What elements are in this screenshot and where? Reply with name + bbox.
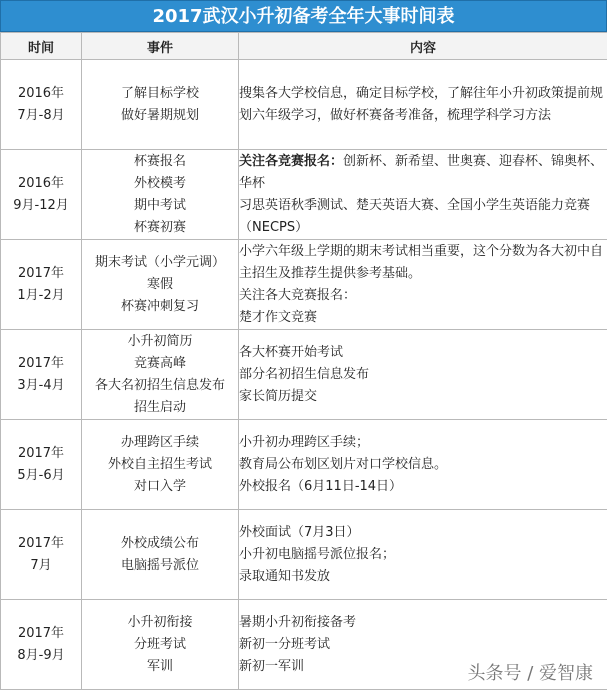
- content-line: 小学六年级上学期的期末考试相当重要，这个分数为各大初中自主招生及推荐生提供参考基础。: [239, 243, 604, 281]
- event-cell: [82, 510, 239, 600]
- time-line: 2017年: [17, 535, 65, 551]
- time-line: 2017年: [17, 355, 65, 371]
- time-cell: [1, 240, 82, 330]
- content-bold-prefix: 关注各竞赛报名：: [239, 153, 344, 169]
- time-line: 2017年: [17, 625, 65, 641]
- content-line: 搜集各大学校信息，确定目标学校，了解往年小升初政策提前规划六年级学习，做好杯赛备考准备，梳理学科学习方法: [239, 85, 604, 123]
- column-header-content: 内容: [239, 33, 607, 60]
- content-line: 小升初电脑摇号派位报名；: [239, 546, 396, 562]
- time-line: 2016年: [17, 175, 65, 191]
- content-line: [239, 151, 607, 195]
- time-cell: [1, 510, 82, 600]
- event-line: 杯赛报名: [133, 153, 186, 169]
- table-row: [1, 330, 607, 420]
- event-line: 各大名初招生信息发布: [94, 377, 225, 393]
- time-line: 2017年: [17, 445, 65, 461]
- time-cell: [1, 150, 82, 240]
- event-line: 小升初简历: [127, 333, 193, 349]
- content-line: 习思英语秋季测试、楚天英语大赛、全国小学生英语能力竞赛（NECPS）: [239, 197, 591, 235]
- content-line: 楚才作文竞赛: [239, 309, 318, 325]
- event-line: 了解目标学校: [120, 85, 199, 101]
- content-line: 外校面试（7月3日）: [239, 524, 360, 540]
- content-line: 新初一军训: [239, 658, 305, 674]
- column-header-event: 事件: [82, 33, 239, 60]
- schedule-table: [0, 32, 607, 690]
- page-title: 2017武汉小升初备考全年大事时间表: [0, 0, 607, 32]
- content-cell: [239, 510, 607, 600]
- time-line: 8月-9月: [17, 647, 65, 663]
- event-line: 外校模考: [133, 175, 186, 191]
- time-cell: [1, 330, 82, 420]
- event-line: 小升初衔接: [127, 614, 193, 630]
- table-row: [1, 240, 607, 330]
- event-cell: [82, 420, 239, 510]
- event-line: 分班考试: [133, 636, 186, 652]
- table-row: [1, 150, 607, 240]
- content-line: 小升初办理跨区手续；: [239, 434, 370, 450]
- event-line: 寒假: [146, 276, 173, 292]
- event-cell: [82, 330, 239, 420]
- table-header-row: [1, 33, 607, 60]
- content-line: 录取通知书发放: [239, 568, 331, 584]
- time-line: 9月-12月: [13, 197, 69, 213]
- time-line: 5月-6月: [17, 467, 65, 483]
- content-cell: [239, 150, 607, 240]
- content-text: 创新杯、新希望、世奥赛、迎春杯、锦奥杯、华杯: [239, 153, 604, 191]
- event-line: 办理跨区手续: [120, 434, 199, 450]
- content-line: 各大杯赛开始考试: [239, 344, 344, 360]
- event-line: 对口入学: [133, 478, 186, 494]
- time-line: 2016年: [17, 85, 65, 101]
- event-cell: [82, 150, 239, 240]
- time-line: 3月-4月: [17, 377, 65, 393]
- event-line: 外校自主招生考试: [107, 456, 212, 472]
- table-row: [1, 510, 607, 600]
- time-cell: [1, 60, 82, 150]
- time-line: 1月-2月: [17, 287, 65, 303]
- event-cell: [82, 600, 239, 690]
- event-cell: [82, 60, 239, 150]
- time-cell: [1, 600, 82, 690]
- time-cell: [1, 420, 82, 510]
- time-line: 7月: [30, 557, 52, 573]
- event-line: 军训: [146, 658, 173, 674]
- table-row: [1, 60, 607, 150]
- column-header-time: 时间: [1, 33, 82, 60]
- content-line: 暑期小升初衔接备考: [239, 614, 357, 630]
- event-line: 期末考试（小学元调）: [94, 254, 225, 270]
- content-cell: [239, 60, 607, 150]
- watermark: 头条号 / 爱智康: [467, 663, 593, 684]
- event-line: 做好暑期规划: [120, 107, 199, 123]
- content-line: 关注各大竞赛报名：: [239, 287, 357, 303]
- event-line: 竞赛高峰: [133, 355, 186, 371]
- event-line: 杯赛初赛: [133, 219, 186, 235]
- content-cell: [239, 240, 607, 330]
- content-line: 新初一分班考试: [239, 636, 331, 652]
- table-row: [1, 420, 607, 510]
- event-cell: [82, 240, 239, 330]
- event-line: 招生启动: [133, 399, 186, 415]
- time-line: 7月-8月: [17, 107, 65, 123]
- event-line: 外校成绩公布: [120, 535, 199, 551]
- event-line: 期中考试: [133, 197, 186, 213]
- content-line: 外校报名（6月11日-14日）: [239, 478, 403, 494]
- event-line: 杯赛冲刺复习: [120, 298, 199, 314]
- content-cell: [239, 420, 607, 510]
- content-line: 家长简历提交: [239, 388, 318, 404]
- content-line: 部分名初招生信息发布: [239, 366, 370, 382]
- content-line: 教育局公布划区划片对口学校信息。: [239, 456, 448, 472]
- content-cell: [239, 330, 607, 420]
- event-line: 电脑摇号派位: [120, 557, 199, 573]
- time-line: 2017年: [17, 265, 65, 281]
